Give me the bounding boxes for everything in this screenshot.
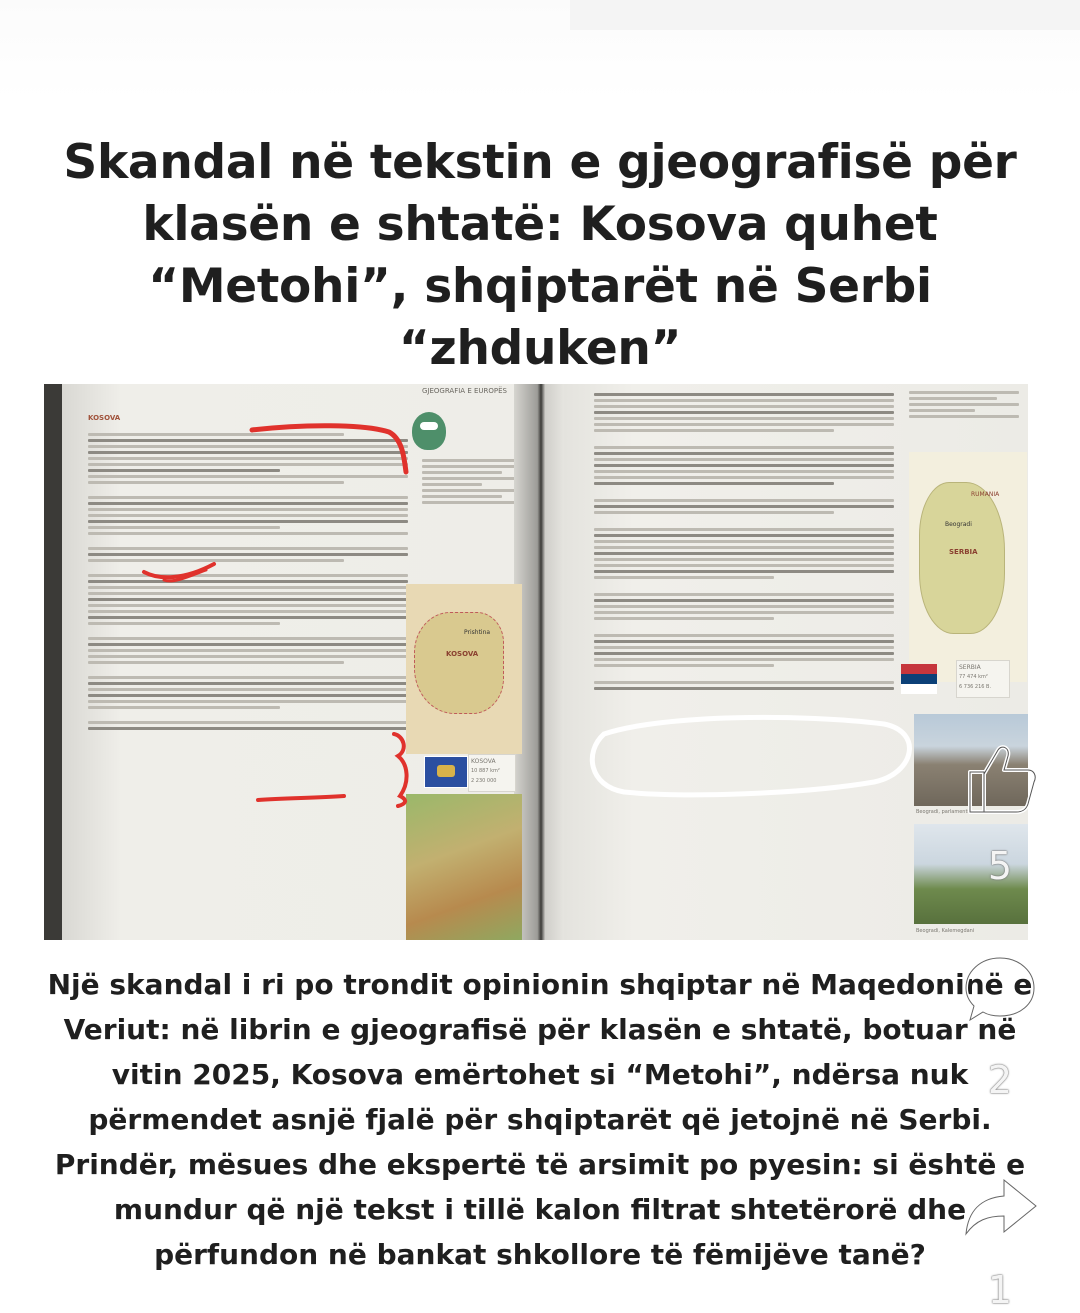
section-title: KOSOVA [88, 414, 121, 422]
share-button[interactable] [950, 1172, 1050, 1242]
info-line: 6 736 216 B. [959, 684, 992, 690]
post-photo [44, 384, 1028, 940]
map-label: Beogradi [945, 521, 972, 528]
photo-caption: Beogradi, parlamenti [916, 809, 969, 815]
comment-button[interactable] [950, 950, 1050, 1030]
kosovo-map-city: Prishtina [464, 629, 491, 636]
info-line: 10 887 km² [471, 768, 500, 774]
top-strip-highlight [570, 0, 1080, 30]
kosovo-map-label: KOSOVA [446, 650, 479, 658]
map-label: RUMANIA [971, 491, 1000, 498]
post-body: Një skandal i ri po trondit opinionin shqiptar në Maqedoninë e Veriut: në librin e gjeografisë për klasën e shtatë, botuar në vitin 2025, Kosova emërtohet si “Metohi”, ndërsa nuk përmendet asnjë fjalë për shqiptarët që jetojnë në Serbi. Prindër, mësues dhe ekspertë të arsimit po pyesin: si është e mundur që një tekst i tillë kalon filtrat shtetërorë dhe përfundon në bankat shkollore të fëmijëve tanë? [47, 968, 1033, 1271]
info-line: 77 474 km² [959, 674, 988, 680]
comment-count: 2 [987, 1058, 1013, 1102]
like-count: 5 [987, 844, 1013, 888]
red-annotations [44, 384, 1028, 940]
info-line: SERBIA [959, 664, 981, 671]
info-line: KOSOVA [471, 758, 496, 765]
photo-caption: Beogradi, Kalemegdani [916, 928, 975, 934]
like-icon [950, 740, 1050, 816]
share-icon [950, 1172, 1050, 1242]
post-headline: Skandal në tekstin e gjeografisë për klasën e shtatë: Kosova quhet “Metohi”, shqiptarët në Serbi “zhduken” [63, 135, 1017, 376]
reaction-rail [950, 700, 1050, 1313]
comment-icon [950, 950, 1050, 1030]
map-label: SERBIA [949, 548, 978, 556]
share-count: 1 [987, 1268, 1013, 1312]
page-header: GJEOGRAFIA E EUROPËS [422, 387, 507, 395]
info-line: 2 230 000 [471, 778, 497, 784]
like-button[interactable] [950, 740, 1050, 816]
